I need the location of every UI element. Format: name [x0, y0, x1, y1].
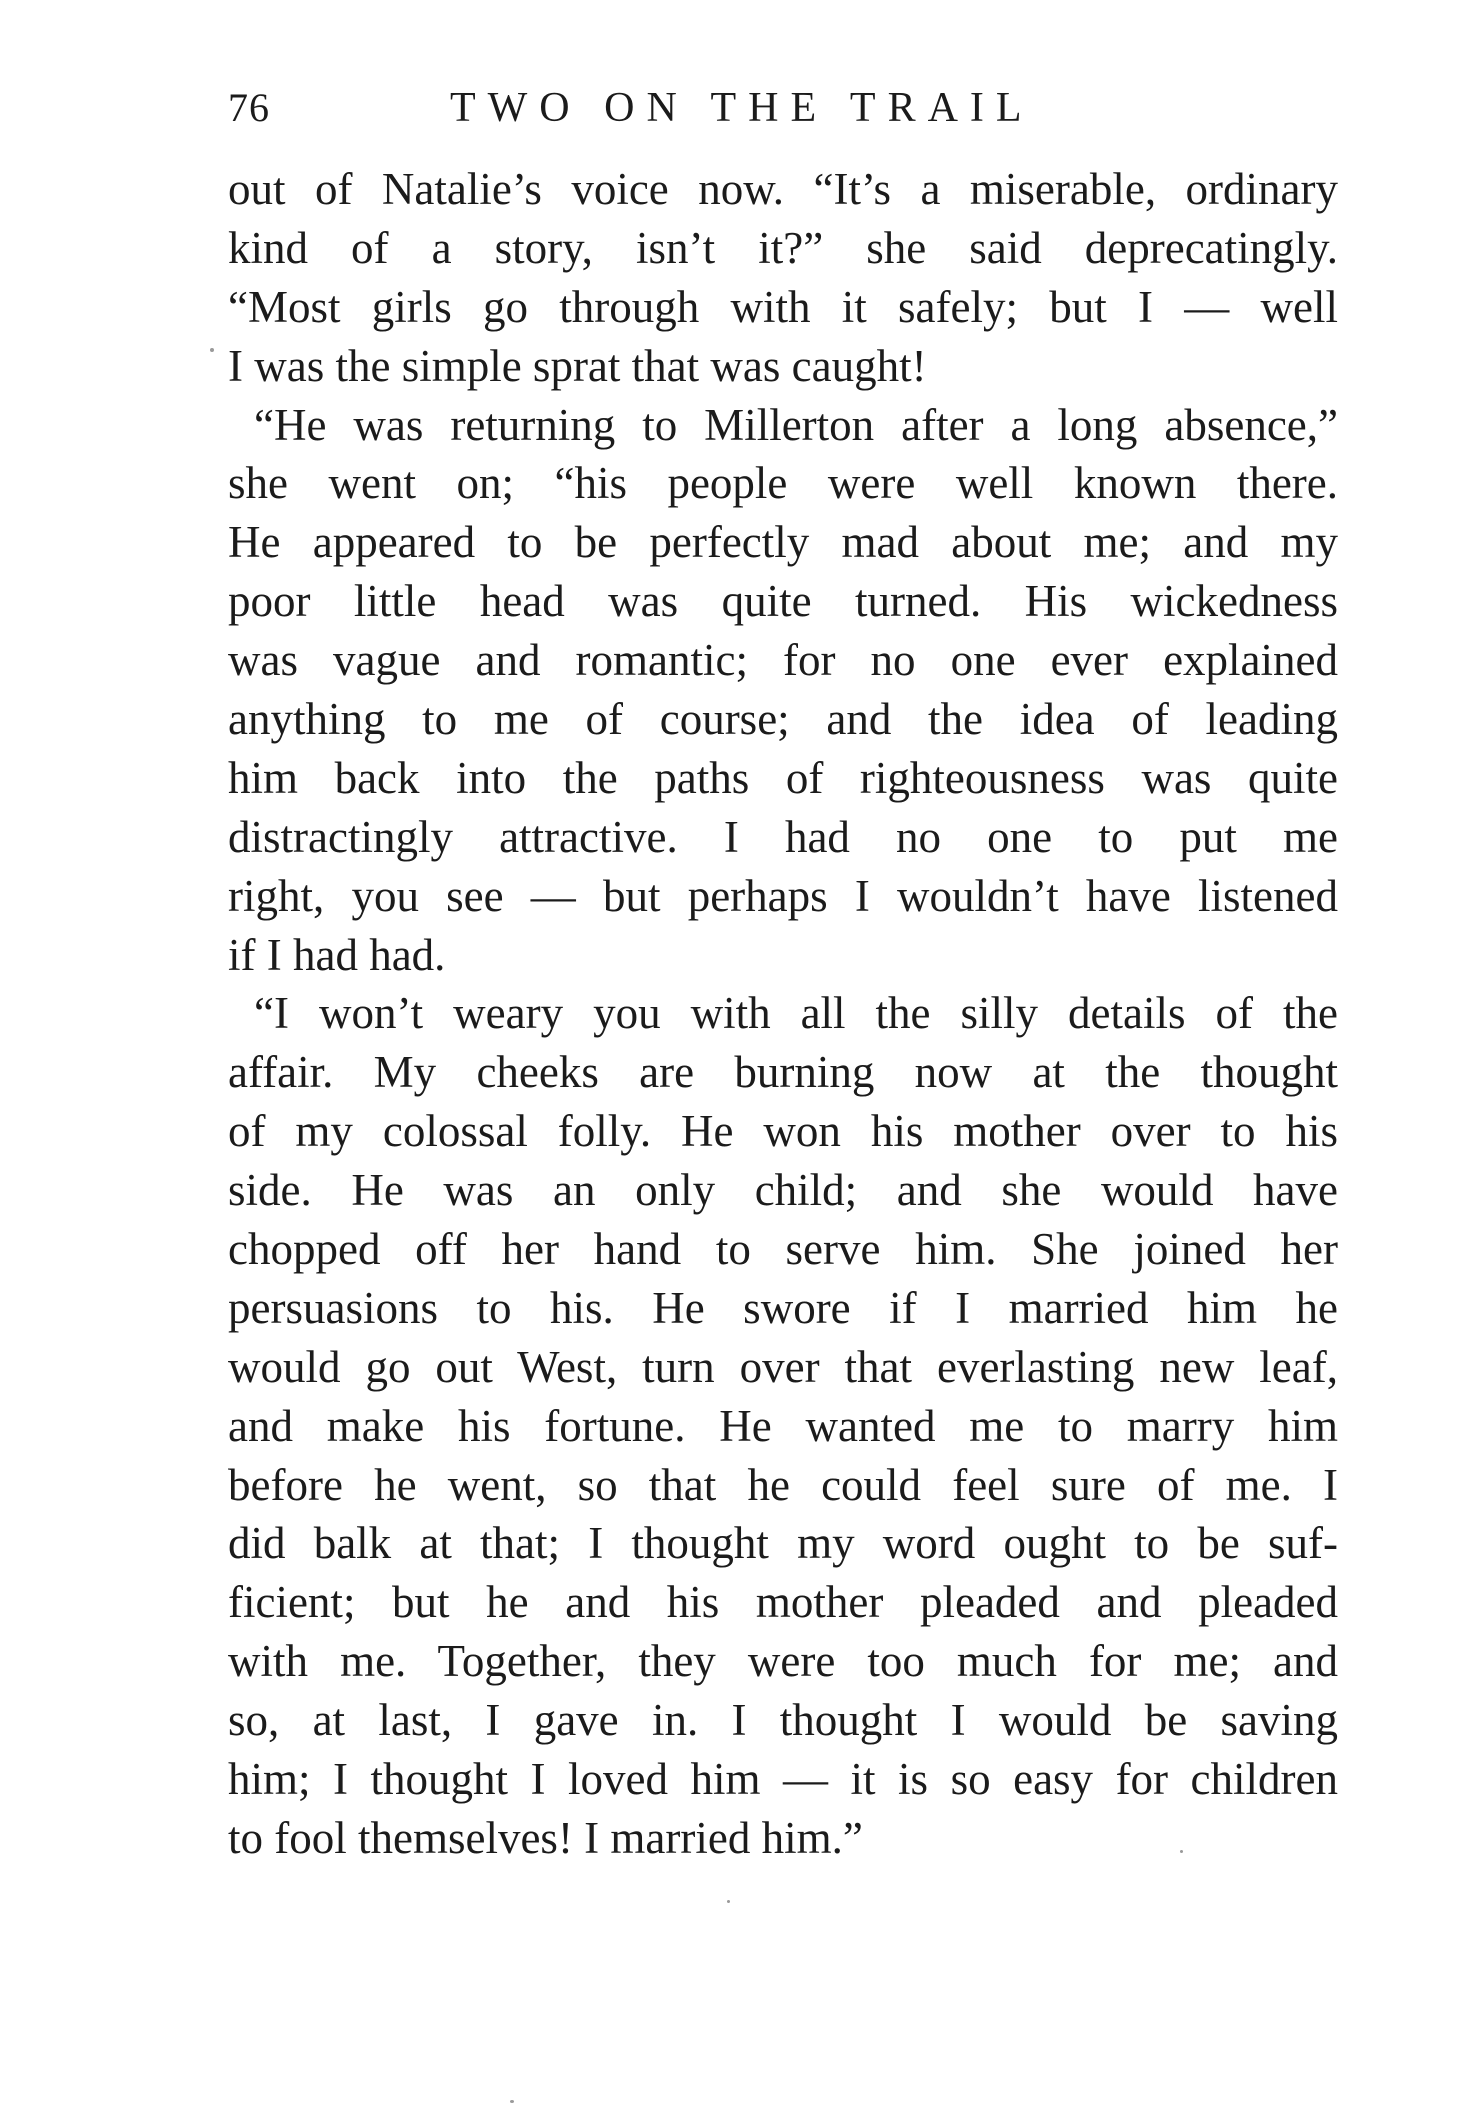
text-line: anything to me of course; and the idea of leading	[228, 694, 1338, 745]
text-line: before he went, so that he could feel sure of me. I	[228, 1459, 1338, 1510]
text-line: distractingly attractive. I had no one to put me	[228, 811, 1338, 862]
text-line: right, you see — but perhaps I wouldn’t have listened	[228, 870, 1338, 921]
book-title: TWO ON THE TRAIL	[450, 85, 1034, 131]
text-line: out of Natalie’s voice now. “It’s a miserable, ordinary	[228, 164, 1338, 214]
text-line: she went on; “his people were well known there.	[228, 458, 1338, 509]
text-line: kind of a story, isn’t it?” she said deprecatingly.	[228, 222, 1338, 273]
paper-speck	[510, 2100, 514, 2103]
text-line: would go out West, turn over that everlasting new leaf,	[228, 1341, 1338, 1392]
text-line: ficient; but he and his mother pleaded and pleaded	[228, 1577, 1338, 1628]
text-line: chopped off her hand to serve him. She joined her	[228, 1224, 1338, 1275]
text-line: He appeared to be perfectly mad about me; and my	[228, 517, 1338, 568]
text-line: him; I thought I loved him — it is so easy for children	[228, 1754, 1338, 1805]
text-line: poor little head was quite turned. His wickedness	[228, 576, 1338, 627]
body-text	[228, 160, 1338, 1868]
text-line: him back into the paths of righteousness was quite	[228, 752, 1338, 803]
text-line: persuasions to his. He swore if I married him he	[228, 1282, 1338, 1333]
text-line: did balk at that; I thought my word ought to be suf-	[228, 1518, 1338, 1569]
paper-speck	[210, 348, 214, 352]
text-line: so, at last, I gave in. I thought I would be saving	[228, 1695, 1338, 1746]
paper-speck	[727, 1900, 730, 1903]
text-line: if I had had.	[228, 929, 446, 980]
text-line: I was the simple sprat that was caught!	[228, 340, 927, 391]
text-line: with me. Together, they were too much for me; and	[228, 1636, 1338, 1687]
text-line: affair. My cheeks are burning now at the thought	[228, 1047, 1338, 1098]
running-head	[228, 78, 1338, 138]
text-line: “I won’t weary you with all the silly details of the	[254, 988, 1338, 1039]
text-line: to fool themselves! I married him.”	[228, 1812, 863, 1863]
page-number: 76	[228, 85, 270, 130]
text-line: and make his fortune. He wanted me to marry him	[228, 1400, 1338, 1451]
text-line: “He was returning to Millerton after a long absence,”	[254, 399, 1338, 450]
paper-speck	[1180, 1850, 1183, 1853]
text-line: side. He was an only child; and she would have	[228, 1165, 1338, 1216]
text-line: of my colossal folly. He won his mother over to his	[228, 1106, 1338, 1157]
text-line: was vague and romantic; for no one ever explained	[228, 635, 1338, 686]
text-line: “Most girls go through with it safely; but I — well	[228, 281, 1338, 332]
